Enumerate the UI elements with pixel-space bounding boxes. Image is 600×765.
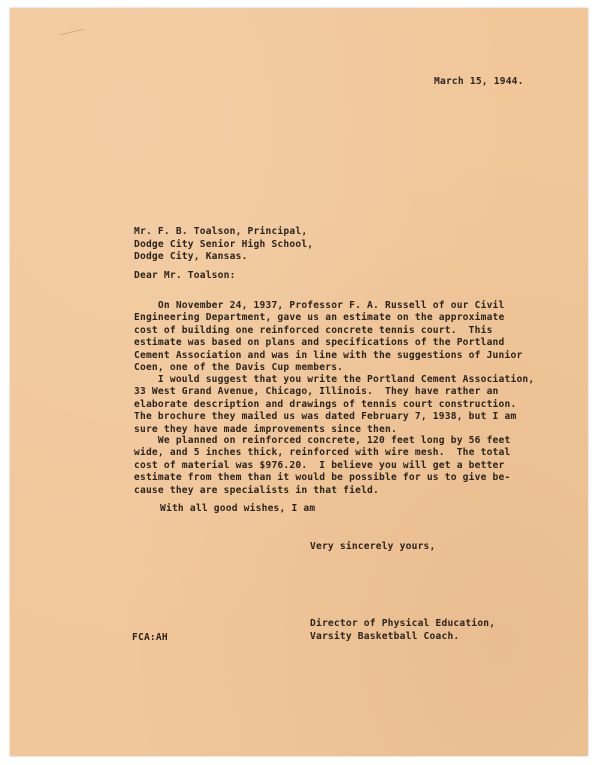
reference-initials: FCA:AH: [132, 632, 168, 643]
signature-line: Director of Physical Education,: [310, 618, 496, 629]
inside-address: [134, 226, 313, 264]
paragraph-line: We planned on reinforced concrete, 120 feet long by 56 feet: [134, 435, 511, 446]
paragraph-line: estimate was based on plans and specifications of the Portland: [134, 337, 505, 349]
complimentary-closing: Very sincerely yours,: [310, 541, 436, 552]
letter-date: March 15, 1944.: [434, 76, 524, 87]
paragraph-line: Cement Association and was in line with the suggestions of Junior: [134, 349, 523, 361]
letter-page: [10, 8, 588, 756]
paragraph-line: elaborate description and drawings of tennis court construction.: [134, 398, 517, 410]
pencil-mark: [58, 26, 86, 38]
signature-block: [310, 618, 495, 643]
paragraph-2: [134, 374, 534, 436]
paragraph-line: estimate from them than it would be possible for us to give be-: [134, 472, 511, 484]
paragraph-line: I would suggest that you write the Portland Cement Association,: [134, 374, 535, 385]
salutation: Dear Mr. Toalson:: [134, 270, 236, 281]
paragraph-line: cost of building one reinforced concrete tennis court. This: [134, 324, 493, 336]
paragraph-line: sure they have made improvements since then.: [134, 423, 397, 435]
paragraph-line: wide, and 5 inches thick, reinforced with wire mesh. The total: [134, 447, 511, 459]
paragraph-3: [134, 435, 534, 497]
paragraph-4: With all good wishes, I am: [160, 503, 316, 514]
address-line: Dodge City Senior High School,: [134, 238, 314, 250]
paragraph-line: Engineering Department, gave us an estimate on the approximate: [134, 312, 505, 324]
signature-line: Varsity Basketball Coach.: [310, 630, 460, 642]
paragraph-1: [134, 300, 534, 374]
paragraph-line: The brochure they mailed us was dated February 7, 1938, but I am: [134, 411, 517, 423]
paragraph-line: Coen, one of the Davis Cup members.: [134, 362, 344, 374]
paragraph-line: cause they are specialists in that field.: [134, 484, 380, 496]
address-line: Dodge City, Kansas.: [134, 251, 248, 262]
address-line: Mr. F. B. Toalson, Principal,: [134, 226, 308, 237]
paragraph-line: On November 24, 1937, Professor F. A. Russell of our Civil: [134, 300, 505, 311]
paragraph-line: cost of material was $976.20. I believe you will get a better: [134, 459, 505, 471]
paragraph-line: 33 West Grand Avenue, Chicago, Illinois. They have rather an: [134, 386, 499, 398]
